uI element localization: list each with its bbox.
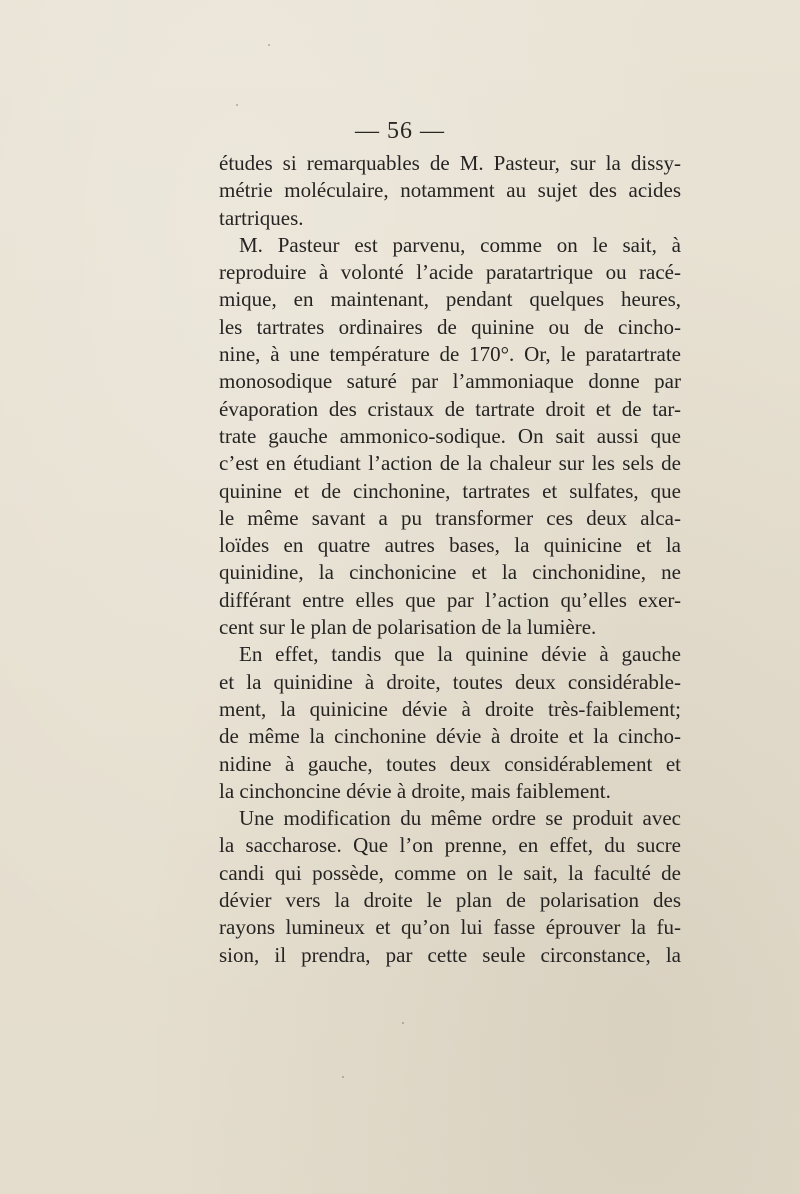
text-line: nidine à gauche, toutes deux considérablement et (219, 751, 681, 776)
text-line: la saccharose. Que l’on prenne, en effet, du sucre (219, 833, 681, 858)
text-line: ment, la quinicine dévie à droite très-faiblement; (219, 696, 681, 721)
body-text (219, 150, 681, 969)
text-line: c’est en étudiant l’action de la chaleur sur les sels de (219, 451, 681, 476)
text-line: différant entre elles que par l’action qu’elles exer- (219, 587, 681, 612)
paper-speck (236, 104, 238, 106)
text-line: mique, en maintenant, pendant quelques heures, (219, 287, 681, 312)
text-line: cent sur le plan de polarisation de la lumière. (219, 615, 597, 640)
text-line: études si remarquables de M. Pasteur, sur la dissy- (219, 151, 681, 175)
text-line: métrie moléculaire, notamment au sujet des acides (219, 178, 681, 203)
text-line: quinidine, la cinchonicine et la cinchonidine, ne (219, 560, 681, 585)
text-line: les tartrates ordinaires de quinine ou de cincho- (219, 314, 681, 339)
text-line: quinine et de cinchonine, tartrates et sulfates, que (219, 478, 681, 503)
text-line: de même la cinchonine dévie à droite et la cincho- (219, 724, 681, 749)
text-line: sion, il prendra, par cette seule circonstance, la (219, 942, 681, 967)
text-line: la cinchoncine dévie à droite, mais faiblement. (219, 778, 611, 803)
text-line: trate gauche ammonico-sodique. On sait aussi que (219, 423, 681, 448)
text-line: dévier vers la droite le plan de polarisation des (219, 888, 681, 913)
text-line: M. Pasteur est parvenu, comme on le sait, à (239, 232, 681, 257)
text-line: évaporation des cristaux de tartrate droit et de tar- (219, 396, 681, 421)
paper-speck (342, 1076, 344, 1078)
text-line: nine, à une température de 170°. Or, le paratartrate (219, 342, 681, 367)
text-line: candi qui possède, comme on le sait, la faculté de (219, 860, 681, 885)
paper-speck (402, 1022, 404, 1024)
text-line: loïdes en quatre autres bases, la quinicine et la (219, 533, 681, 558)
text-line: En effet, tandis que la quinine dévie à gauche (239, 642, 681, 667)
text-line: rayons lumineux et qu’on lui fasse éprouver la fu- (219, 915, 681, 940)
text-line: tartriques. (219, 205, 304, 230)
text-line: et la quinidine à droite, toutes deux considérable- (219, 669, 681, 694)
text-line: le même savant a pu transformer ces deux alca- (219, 505, 681, 530)
paper-speck (268, 44, 270, 46)
text-line: reproduire à volonté l’acide paratartrique ou racé- (219, 260, 681, 285)
text-line: monosodique saturé par l’ammoniaque donne par (219, 369, 681, 394)
page-number: — 56 — (355, 118, 445, 144)
text-line: Une modification du même ordre se produit avec (239, 806, 681, 831)
